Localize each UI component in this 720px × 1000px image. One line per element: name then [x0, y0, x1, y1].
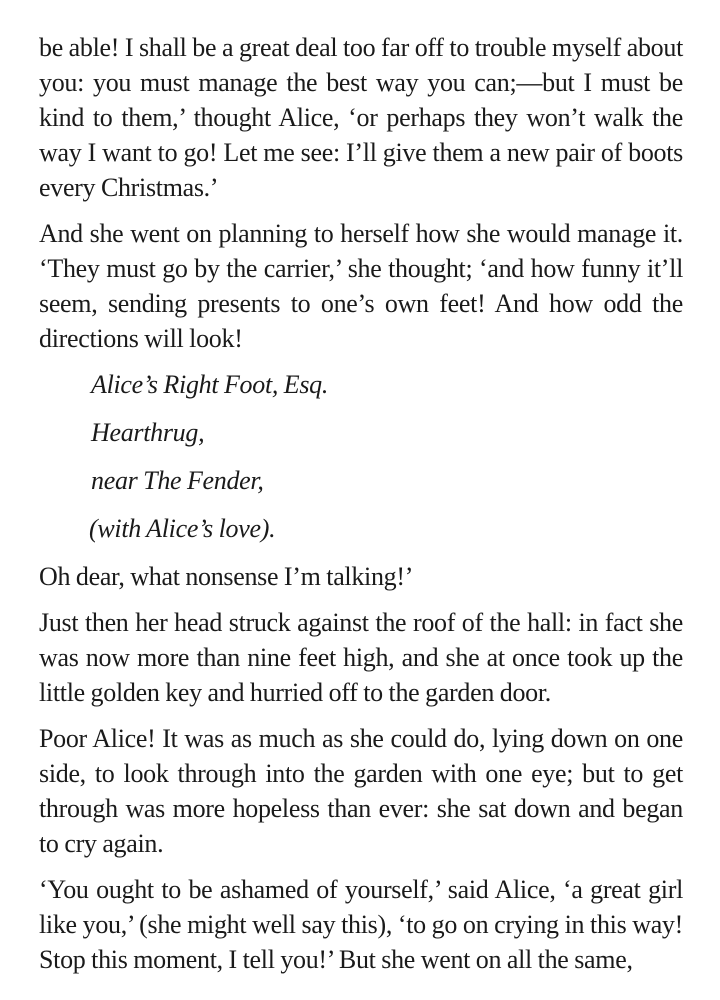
address-line-name: Alice’s Right Foot, Esq. — [91, 370, 329, 399]
address-block — [39, 367, 683, 546]
book-page — [39, 30, 683, 988]
address-line-fender: near The Fender, — [91, 466, 264, 495]
paragraph-boots: be able! I shall be a great deal too far off to trouble myself about you: you must manage the best way you can;—but I must be kind to them,’ thought Alice, ‘or perhaps they won’t walk the way I want to go! Let me see: I’ll give them a new pair of boots every Christmas.’ — [39, 33, 683, 202]
paragraph-planning: And she went on planning to herself how she would manage it. ‘They must go by the carrier,’ she thought; ‘and how funny it’ll seem, sending presents to one’s own feet! And how odd the directions will look! — [39, 219, 683, 353]
address-line-hearthrug: Hearthrug, — [91, 418, 205, 447]
paragraph-poor-alice: Poor Alice! It was as much as she could do, lying down on one side, to look through into the garden with one eye; but to get through was more hopeless than ever: she sat down and began to cry again. — [39, 724, 683, 858]
paragraph-ashamed: ‘You ought to be ashamed of yourself,’ said Alice, ‘a great girl like you,’ (she might well say this), ‘to go on crying in this way! Stop this moment, I tell you!’ But she went on all the same, — [39, 875, 683, 974]
paragraph-hall-roof: Just then her head struck against the roof of the hall: in fact she was now more than nine feet high, and she at once took up the little golden key and hurried off to the garden door. — [39, 608, 683, 707]
paragraph-nonsense: Oh dear, what nonsense I’m talking!’ — [39, 562, 414, 591]
address-line-love: (with Alice’s love). — [89, 514, 276, 543]
